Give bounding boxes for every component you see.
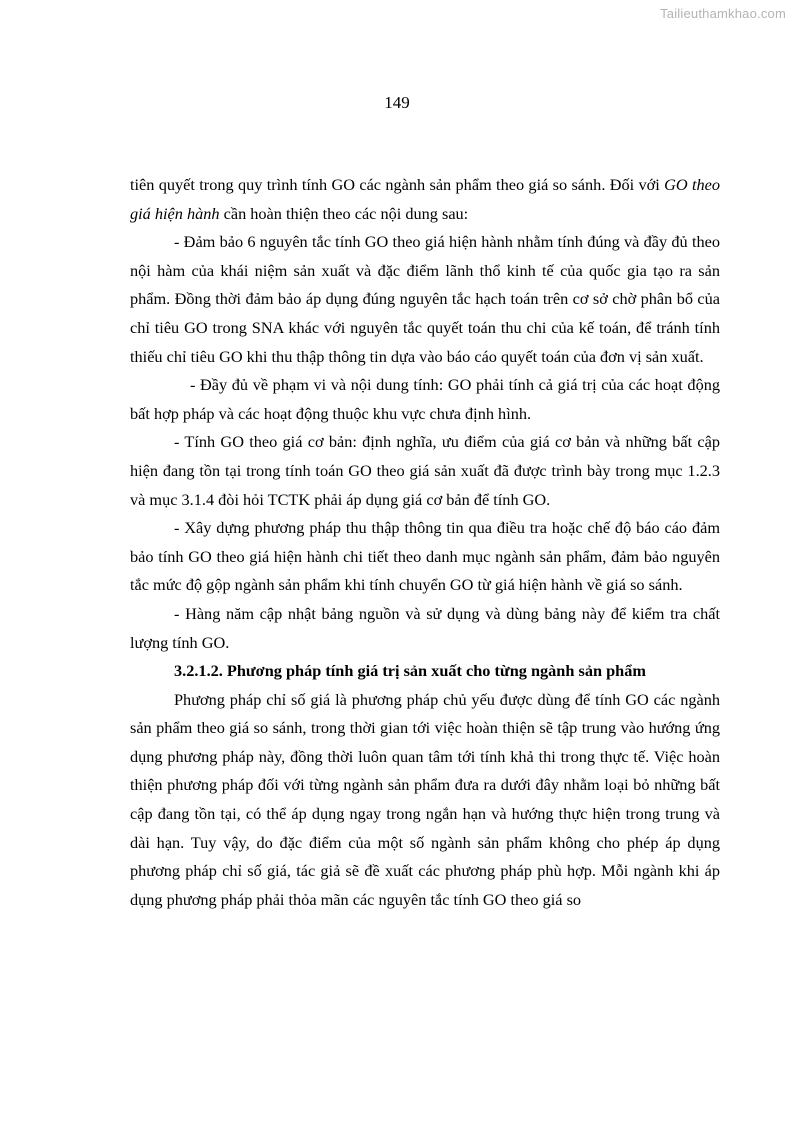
page-number: 149 (384, 93, 410, 112)
section-paragraph: Phương pháp chỉ số giá là phương pháp chủ yếu được dùng để tính GO các ngành sản phẩm theo giá so sánh, trong thời gian tới việc hoàn thiện sẽ tập trung vào hướng ứng dụng phương pháp này, đồng thời luôn quan tâm tới tính khả thi trong thực tế. Việc hoàn thiện phương pháp đối với từng ngành sản phẩm đưa ra dưới đây nhằm loại bỏ những bất cập đang tồn tại, có thể áp dụng ngay trong ngắn hạn và hướng thực hiện trong trung và dài hạn. Tuy vậy, do đặc điểm của một số ngành sản phẩm không cho phép áp dụng phương pháp chỉ số giá, tác giả sẽ đề xuất các phương pháp phù hợp. Mỗi ngành khi áp dụng phương pháp phải thỏa mãn các nguyên tắc tính GO theo giá so (130, 689, 720, 909)
section-heading: 3.2.1.2. Phương pháp tính giá trị sản xuất cho từng ngành sản phẩm (174, 661, 646, 681)
intro-italic-term: GO theo giá hiện hành (130, 175, 720, 223)
bullet-paragraph: - Đảm bảo 6 nguyên tắc tính GO theo giá hiện hành nhằm tính đúng và đầy đủ theo nội hàm của khái niệm sản xuất và đặc điểm lãnh thổ kinh tế của quốc gia tạo ra sản phẩm. Đồng thời đảm bảo áp dụng đúng nguyên tắc hạch toán trên cơ sở chờ phân bổ của chỉ tiêu GO trong SNA khác với nguyên tắc quyết toán thu chi của kế toán, để tránh tính thiếu chỉ tiêu GO khi thu thập thông tin dựa vào báo cáo quyết toán của đơn vị sản xuất. (130, 232, 720, 366)
intro-text-end: cần hoàn thiện theo các nội dung sau: (219, 203, 469, 223)
bullet-paragraph: - Hàng năm cập nhật bảng nguồn và sử dụng và dùng bảng này để kiểm tra chất lượng tính GO. (130, 603, 720, 652)
bullet-paragraph: - Xây dựng phương pháp thu thập thông tin qua điều tra hoặc chế độ báo cáo đảm bảo tính GO theo giá hiện hành chi tiết theo danh mục ngành sản phẩm, đảm bảo nguyên tắc mức độ gộp ngành sản phẩm khi tính chuyển GO từ giá hiện hành về giá so sánh. (130, 518, 720, 595)
intro-text: tiên quyết trong quy trình tính GO các ngành sản phẩm theo giá so sánh. Đối với (130, 175, 665, 194)
bullet-paragraph: - Đầy đủ về phạm vi và nội dung tính: GO phải tính cả giá trị của các hoạt động bất hợp pháp và các hoạt động thuộc khu vực chưa định hình. (130, 375, 720, 423)
bullet-paragraph: - Tính GO theo giá cơ bản: định nghĩa, ưu điểm của giá cơ bản và những bất cập hiện đang tồn tại trong tính toán GO theo giá sản xuất đã được trình bày trong mục 1.2.3 và mục 3.1.4 đòi hỏi TCTK phải áp dụng giá cơ bản để tính GO. (130, 432, 720, 509)
watermark: Tailieuthamkhao.com (660, 6, 786, 21)
document-body (130, 171, 720, 914)
intro-paragraph (130, 171, 720, 228)
